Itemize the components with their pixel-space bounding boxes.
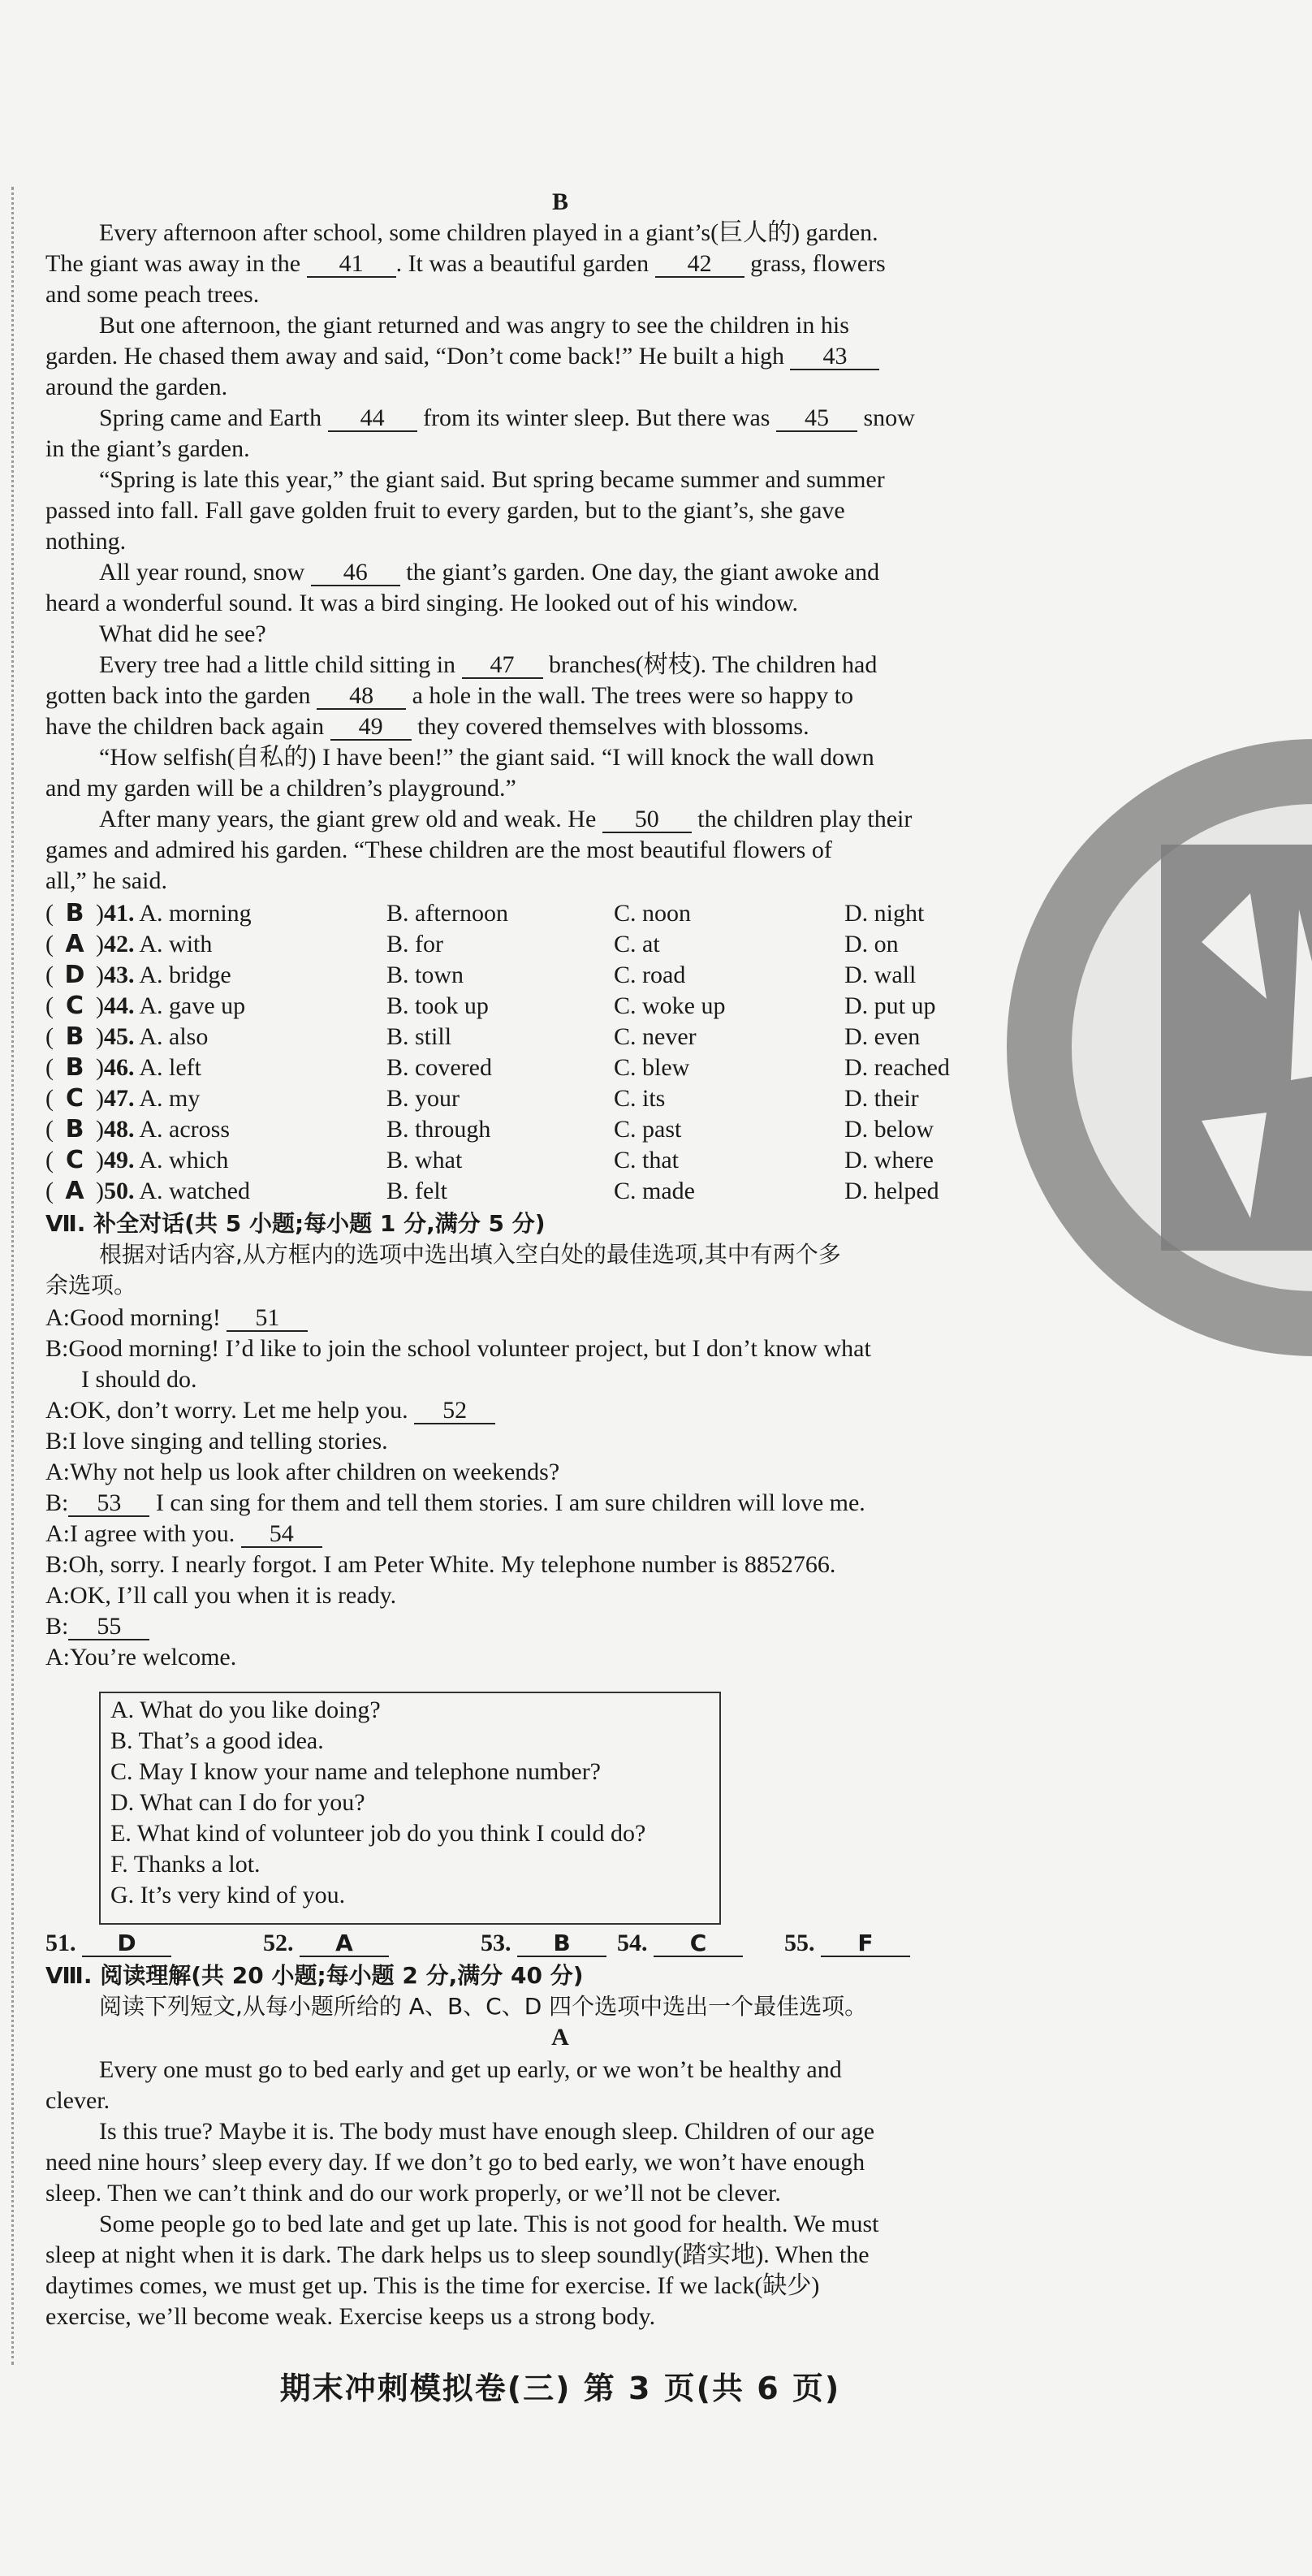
section-7-instruction: 余选项。 bbox=[45, 1272, 137, 1299]
blank-41: 41 bbox=[307, 252, 396, 278]
option-item: A. What do you like doing? bbox=[110, 1696, 381, 1723]
passage-line bbox=[99, 403, 915, 434]
passage-text: the children play their bbox=[697, 806, 913, 832]
mc-number: 48. bbox=[104, 1116, 135, 1143]
blank-42: 42 bbox=[655, 252, 744, 278]
passage-text: gotten back into the garden bbox=[45, 682, 311, 709]
mc-option-b: B. what bbox=[386, 1147, 463, 1173]
mc-answer: C bbox=[65, 1146, 84, 1174]
passage-line bbox=[99, 742, 874, 773]
passage-line bbox=[45, 249, 886, 279]
passage-text: passed into fall. Fall gave golden fruit to every garden, but to the giant’s, she gave bbox=[45, 497, 845, 524]
dialogue-text: I can sing for them and tell them stories. I am sure children will love me. bbox=[155, 1489, 865, 1516]
passage-line bbox=[99, 557, 879, 588]
mc-row: ( A )42. A. with bbox=[45, 930, 213, 958]
mc-option-c: C. at bbox=[614, 931, 660, 957]
mc-option-c: C. its bbox=[614, 1085, 666, 1112]
dialogue-line: A:OK, I’ll call you when it is ready. bbox=[45, 1582, 397, 1609]
passage-line: need nine hours’ sleep every day. If we don’t go to bed early, we won’t have enough bbox=[45, 2149, 865, 2176]
passage-line bbox=[99, 218, 878, 249]
dialogue-line bbox=[45, 1488, 865, 1519]
blank-55: 55 bbox=[68, 1614, 149, 1640]
dialogue-line: A:Why not help us look after children on weekends? bbox=[45, 1459, 560, 1485]
answer-value: A bbox=[300, 1931, 389, 1957]
passage-line bbox=[45, 434, 250, 465]
option-item: F. Thanks a lot. bbox=[110, 1851, 261, 1878]
mc-option-b: B. for bbox=[386, 931, 443, 957]
mc-option-b: B. took up bbox=[386, 992, 489, 1019]
passage-line: clever. bbox=[45, 2087, 110, 2114]
section-8-instruction: 阅读下列短文,从每小题所给的 A、B、C、D 四个选项中选出一个最佳选项。 bbox=[99, 1993, 868, 2020]
passage-text: But one afternoon, the giant returned and was angry to see the children in his bbox=[99, 312, 849, 339]
passage-line bbox=[99, 310, 849, 341]
mc-row: ( B )48. A. across bbox=[45, 1115, 230, 1143]
blank-46: 46 bbox=[311, 560, 400, 586]
option-item: D. What can I do for you? bbox=[110, 1789, 365, 1816]
mc-number: 45. bbox=[104, 1023, 135, 1050]
answer-53 bbox=[481, 1928, 606, 1959]
passage-line: daytimes comes, we must get up. This is the time for exercise. If we lack(缺少) bbox=[45, 2272, 820, 2299]
answer-55 bbox=[784, 1928, 910, 1959]
option-item: E. What kind of volunteer job do you think I could do? bbox=[110, 1820, 646, 1847]
mc-option-d: D. where bbox=[844, 1147, 934, 1173]
blank-50: 50 bbox=[602, 807, 692, 833]
passage-text: have the children back again bbox=[45, 713, 325, 740]
mc-row: ( D )43. A. bridge bbox=[45, 961, 231, 989]
passage-text: nothing. bbox=[45, 528, 127, 555]
dialogue-line: A:You’re welcome. bbox=[45, 1644, 237, 1671]
answer-value: B bbox=[517, 1931, 606, 1957]
dialogue-text: B: bbox=[45, 1489, 69, 1516]
passage-text: “How selfish(自私的) I have been!” the giant said. “I will knock the wall down bbox=[99, 744, 874, 771]
passage-line bbox=[45, 866, 167, 897]
mc-row: ( B )41. A. morning bbox=[45, 899, 252, 927]
mc-number: 44. bbox=[104, 992, 135, 1019]
mc-option-d: D. wall bbox=[844, 962, 917, 988]
passage-line bbox=[99, 619, 266, 650]
mc-answer: B bbox=[65, 1115, 84, 1143]
mc-option-a: A. left bbox=[139, 1054, 201, 1081]
passage-text: a hole in the wall. The trees were so happy to bbox=[412, 682, 854, 709]
passage-text: All year round, snow bbox=[99, 559, 305, 586]
mc-option-b: B. still bbox=[386, 1023, 452, 1050]
dialogue-line: B:Good morning! I’d like to join the school volunteer project, but I don’t know what bbox=[45, 1335, 871, 1362]
passage-line bbox=[45, 711, 809, 742]
mc-answer: C bbox=[65, 992, 84, 1020]
mc-number: 43. bbox=[104, 962, 135, 988]
blank-53: 53 bbox=[68, 1491, 149, 1517]
section-7-instruction: 根据对话内容,从方框内的选项中选出填入空白处的最佳选项,其中有两个多 bbox=[99, 1241, 841, 1268]
passage-a-title: A bbox=[551, 2024, 569, 2051]
mc-option-b: B. covered bbox=[386, 1054, 492, 1081]
mc-row: ( B )45. A. also bbox=[45, 1022, 209, 1051]
passage-line: Every one must go to bed early and get up early, or we won’t be healthy and bbox=[99, 2056, 842, 2083]
mc-option-a: A. morning bbox=[139, 900, 252, 927]
mc-row: ( C )49. A. which bbox=[45, 1146, 229, 1174]
mc-number: 47. bbox=[104, 1085, 135, 1112]
section-b-title: B bbox=[551, 188, 568, 215]
blank-44: 44 bbox=[328, 406, 417, 432]
passage-text: . It was a beautiful garden bbox=[395, 250, 650, 277]
mc-answer: C bbox=[65, 1084, 84, 1113]
passage-text: and some peach trees. bbox=[45, 281, 260, 308]
passage-line bbox=[99, 804, 912, 835]
option-item: C. May I know your name and telephone number? bbox=[110, 1758, 601, 1785]
blank-48: 48 bbox=[317, 684, 406, 710]
passage-line bbox=[45, 372, 227, 403]
mc-answer: A bbox=[65, 1177, 84, 1205]
answer-51 bbox=[45, 1928, 171, 1959]
blank-49: 49 bbox=[330, 715, 412, 741]
mc-option-b: B. town bbox=[386, 962, 464, 988]
mc-option-c: C. that bbox=[614, 1147, 679, 1173]
passage-text: garden. He chased them away and said, “Don’t come back!” He built a high bbox=[45, 343, 784, 370]
passage-line bbox=[45, 279, 259, 310]
mc-option-b: B. through bbox=[386, 1116, 491, 1143]
mc-option-c: C. noon bbox=[614, 900, 692, 927]
mc-option-a: A. with bbox=[139, 931, 213, 957]
mc-number: 41. bbox=[104, 900, 135, 927]
mc-row: ( B )46. A. left bbox=[45, 1053, 201, 1082]
mc-number: 50. bbox=[104, 1178, 135, 1204]
mc-row: ( A )50. A. watched bbox=[45, 1177, 250, 1205]
blank-54: 54 bbox=[241, 1522, 322, 1548]
answer-value: D bbox=[82, 1931, 171, 1957]
mc-number: 46. bbox=[104, 1054, 135, 1081]
passage-text: What did he see? bbox=[99, 620, 266, 647]
passage-line bbox=[45, 835, 832, 866]
mc-number: 49. bbox=[104, 1147, 135, 1173]
options-box bbox=[99, 1692, 721, 1925]
passage-text: grass, flowers bbox=[750, 250, 886, 277]
passage-line: exercise, we’ll become weak. Exercise keeps us a strong body. bbox=[45, 2303, 656, 2330]
passage-text: they covered themselves with blossoms. bbox=[417, 713, 809, 740]
mc-option-d: D. reached bbox=[844, 1054, 950, 1081]
answer-number: 53. bbox=[481, 1930, 511, 1956]
passage-line: Some people go to bed late and get up late. This is not good for health. We must bbox=[99, 2211, 879, 2237]
mc-row: ( C )44. A. gave up bbox=[45, 992, 246, 1020]
dialogue-line bbox=[45, 1303, 308, 1333]
mc-option-d: D. even bbox=[844, 1023, 921, 1050]
mc-option-d: D. put up bbox=[844, 992, 936, 1019]
passage-text: Every afternoon after school, some children played in a giant’s(巨人的) garden. bbox=[99, 219, 878, 246]
mc-option-c: C. past bbox=[614, 1116, 682, 1143]
mc-option-c: C. blew bbox=[614, 1054, 690, 1081]
mc-option-b: B. afternoon bbox=[386, 900, 508, 927]
answer-52 bbox=[263, 1928, 389, 1959]
passage-text: The giant was away in the bbox=[45, 250, 301, 277]
mc-option-a: A. gave up bbox=[139, 992, 246, 1019]
passage-line bbox=[45, 773, 516, 804]
mc-number: 42. bbox=[104, 931, 135, 957]
mc-option-a: A. also bbox=[139, 1023, 209, 1050]
passage-text: the giant’s garden. One day, the giant awoke and bbox=[406, 559, 880, 586]
dialogue-line bbox=[45, 1611, 149, 1642]
passage-text: “Spring is late this year,” the giant said. But spring became summer and summer bbox=[99, 466, 885, 493]
passage-line bbox=[45, 341, 879, 372]
answer-54 bbox=[617, 1928, 743, 1959]
dialogue-text: A:I agree with you. bbox=[45, 1520, 235, 1547]
dialogue-text: B: bbox=[45, 1613, 69, 1640]
blank-51: 51 bbox=[227, 1306, 308, 1332]
dialogue-text: A:Good morning! bbox=[45, 1304, 221, 1331]
passage-text: all,” he said. bbox=[45, 867, 167, 894]
mc-option-a: A. my bbox=[139, 1085, 201, 1112]
passage-text: in the giant’s garden. bbox=[45, 435, 250, 462]
mc-option-a: A. which bbox=[139, 1147, 229, 1173]
answer-value: C bbox=[654, 1931, 743, 1957]
mc-option-c: C. never bbox=[614, 1023, 697, 1050]
option-item: G. It’s very kind of you. bbox=[110, 1882, 346, 1908]
section-8-heading: Ⅷ. 阅读理解(共 20 小题;每小题 2 分,满分 40 分) bbox=[45, 1962, 584, 1989]
passage-line bbox=[99, 650, 877, 681]
mc-option-c: C. made bbox=[614, 1178, 695, 1204]
passage-text: around the garden. bbox=[45, 374, 228, 400]
passage-text: Every tree had a little child sitting in bbox=[99, 651, 456, 678]
answer-number: 55. bbox=[784, 1930, 815, 1956]
passage-text: After many years, the giant grew old and weak. He bbox=[99, 806, 597, 832]
dialogue-line bbox=[45, 1395, 495, 1426]
passage-line bbox=[45, 588, 798, 619]
mc-answer: B bbox=[65, 899, 84, 927]
passage-text: heard a wonderful sound. It was a bird singing. He looked out of his window. bbox=[45, 590, 799, 616]
dialogue-line: I should do. bbox=[81, 1366, 197, 1393]
option-item: B. That’s a good idea. bbox=[110, 1727, 324, 1754]
passage-text: games and admired his garden. “These children are the most beautiful flowers of bbox=[45, 836, 832, 863]
mc-option-d: D. below bbox=[844, 1116, 934, 1143]
blank-43: 43 bbox=[790, 344, 879, 370]
mc-option-c: C. woke up bbox=[614, 992, 726, 1019]
mc-option-d: D. their bbox=[844, 1085, 919, 1112]
mc-option-c: C. road bbox=[614, 962, 686, 988]
mc-option-a: A. bridge bbox=[139, 962, 231, 988]
mc-answer: A bbox=[65, 930, 84, 958]
passage-line: sleep. Then we can’t think and do our work properly, or we’ll not be clever. bbox=[45, 2180, 781, 2206]
mc-answer: B bbox=[65, 1022, 84, 1051]
mc-option-b: B. felt bbox=[386, 1178, 447, 1204]
dialogue-line: B:Oh, sorry. I nearly forgot. I am Peter White. My telephone number is 8852766. bbox=[45, 1551, 836, 1578]
dialogue-line: B:I love singing and telling stories. bbox=[45, 1428, 388, 1454]
dialogue-line bbox=[45, 1519, 322, 1549]
page-footer: 期末冲刺模拟卷(三) 第 3 页(共 6 页) bbox=[279, 2371, 841, 2406]
mc-row: ( C )47. A. my bbox=[45, 1084, 201, 1113]
passage-line: Is this true? Maybe it is. The body must have enough sleep. Children of our age bbox=[99, 2118, 875, 2145]
blank-47: 47 bbox=[462, 653, 543, 679]
answer-number: 52. bbox=[263, 1930, 294, 1956]
passage-line bbox=[99, 465, 885, 495]
passage-text: from its winter sleep. But there was bbox=[423, 404, 770, 431]
mc-answer: B bbox=[65, 1053, 84, 1082]
answer-value: F bbox=[821, 1931, 910, 1957]
mc-option-d: D. on bbox=[844, 931, 899, 957]
passage-line bbox=[45, 526, 126, 557]
mc-option-a: A. across bbox=[139, 1116, 230, 1143]
passage-line: sleep at night when it is dark. The dark helps us to sleep soundly(踏实地). When the bbox=[45, 2241, 870, 2268]
passage-line bbox=[45, 495, 845, 526]
mc-option-d: D. night bbox=[844, 900, 925, 927]
dialogue-text: A:OK, don’t worry. Let me help you. bbox=[45, 1397, 408, 1424]
mc-option-d: D. helped bbox=[844, 1178, 939, 1204]
mc-answer: D bbox=[64, 961, 85, 989]
passage-text: Spring came and Earth bbox=[99, 404, 322, 431]
blank-52: 52 bbox=[414, 1398, 495, 1424]
mc-option-b: B. your bbox=[386, 1085, 460, 1112]
blank-45: 45 bbox=[776, 406, 857, 432]
passage-text: and my garden will be a children’s playground.” bbox=[45, 775, 516, 802]
passage-text: branches(树枝). The children had bbox=[549, 651, 878, 678]
passage-text: snow bbox=[863, 404, 915, 431]
mc-option-a: A. watched bbox=[139, 1178, 250, 1204]
seal-stamp-icon bbox=[958, 731, 1312, 1364]
passage-line bbox=[45, 681, 853, 711]
section-7-heading: Ⅶ. 补全对话(共 5 小题;每小题 1 分,满分 5 分) bbox=[45, 1210, 546, 1237]
answer-number: 54. bbox=[617, 1930, 648, 1956]
answer-number: 51. bbox=[45, 1930, 76, 1956]
